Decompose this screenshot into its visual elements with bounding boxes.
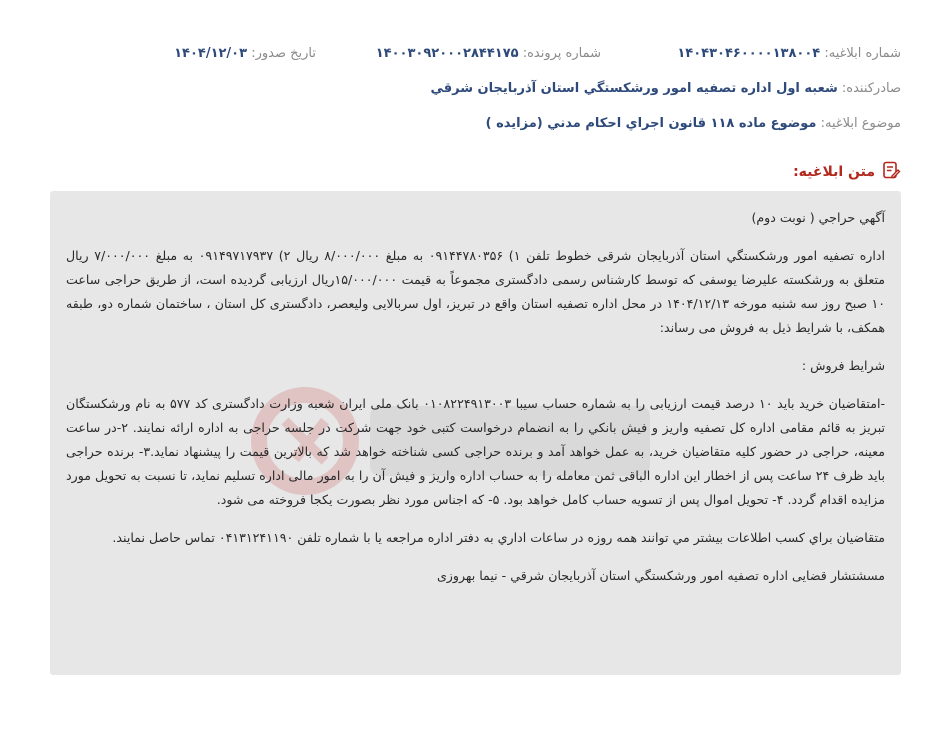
issue-date: تاریخ صدور: ۱۴۰۴/۱۲/۰۳ [174,46,316,61]
contact-text: متقاضيان براي كسب اطلاعات بيشتر مي توانند همه روزه در ساعات اداري به دفتر اداره مراجعه يا با شماره تلفن ۰۴۱۳۱۲۴۱۱۹۰ تماس حاصل نمايند. [112,530,885,545]
conditions-text: -امتقاضيان خريد بايد ۱۰ درصد قيمت ارزيابی را به شماره حساب سيبا ۰۱۰۸۲۲۴۹۱۳۰۰۳ بانک ملی ايران شعبه وزارت دادگستری كد ۵۷۷ به نام ورشكستگان تبريز به قائم مقامی اداره كل تصفيه واريز و فيش بانكي را به انضمام درخواست كتبی خود جهت شركت در جلسه حراجی به اداره ارائه نمايند. ۲-در ساعت معينه، حراجی در حضور كليه متقاضيان خريد، به عمل خواهد آمد و برنده حراجی كسی شناخته خواهد شد كه بالاترين قيمت را پيشنهاد نمايد.۳- برنده حراجی بايد ظرف ۲۴ ساعت پس از اخطار اين اداره الباقی ثمن معامله را به حساب اداره واريز و فيش آن را به امور مالی اداره تسليم نمايد، تا نسبت به تحويل مورد مزايده اقدام گردد. ۴- تحويل اموال پس از تسويه حساب كامل خواهد بود. ۵- كه اجناس مورد نظر بصورت يكجا فروخته می شود. [66,396,886,507]
case-number: شماره پرونده: ۱۴۰۰۳۰۹۲۰۰۰۲۸۴۴۱۷۵ [375,46,601,61]
signature: مسشتشار قضايی اداره تصفيه امور ورشكستگي استان آذربايجان شرقي - نيما بهروزی [436,568,885,583]
issuer: صادرکننده: شعبه اول اداره تصفيه امور ورشكستگي استان آذربايجان شرقي [430,81,901,96]
notice-paragraph: اداره تصفيه امور ورشكستگي استان آذربايجان شرقی خطوط تلفن ۱) ۰۹۱۴۴۷۸۰۳۵۶ به مبلغ ۸/۰۰۰/۰۰۰ ريال ۲) ۰۹۱۴۹۷۱۷۹۳۷ به مبلغ ۷/۰۰۰/۰۰۰ ريال متعلق به ورشكسته عليرضا يوسفی كه توسط كارشناس رسمی دادگستری مجموعاً به قیمت ۱۵/۰۰۰/۰۰۰ريال ارزيابی گرديده است، از طريق حراجی ساعت ۱۰ صبح روز سه شنبه مورخه ۱۴۰۴/۱۲/۱۳ در محل اداره تصفیه استان واقع در تبريز، اول سربالايی وليعصر، دادگستری كل استان ، ساختمان شماره دو، طبقه همكف، با شرايط ذيل به فروش می رساند: [66,248,886,335]
meta-row-numbers [160,46,901,66]
notice-body [50,191,901,675]
conditions-title: شرايط فروش : [801,358,885,373]
section-header [793,160,901,184]
document-edit-icon [881,160,901,184]
notice-number: شماره ابلاغیه: ۱۴۰۴۳۰۴۶۰۰۰۰۱۳۸۰۰۴ [677,46,901,61]
notice-heading: آگهي حراجي ( نوبت دوم) [751,210,885,225]
section-title: متن ابلاغیه: [793,164,875,180]
subject: موضوع ابلاغیه: موضوع ماده ۱۱۸ قانون اجراي احكام مدني (مزايده ) [485,116,901,131]
